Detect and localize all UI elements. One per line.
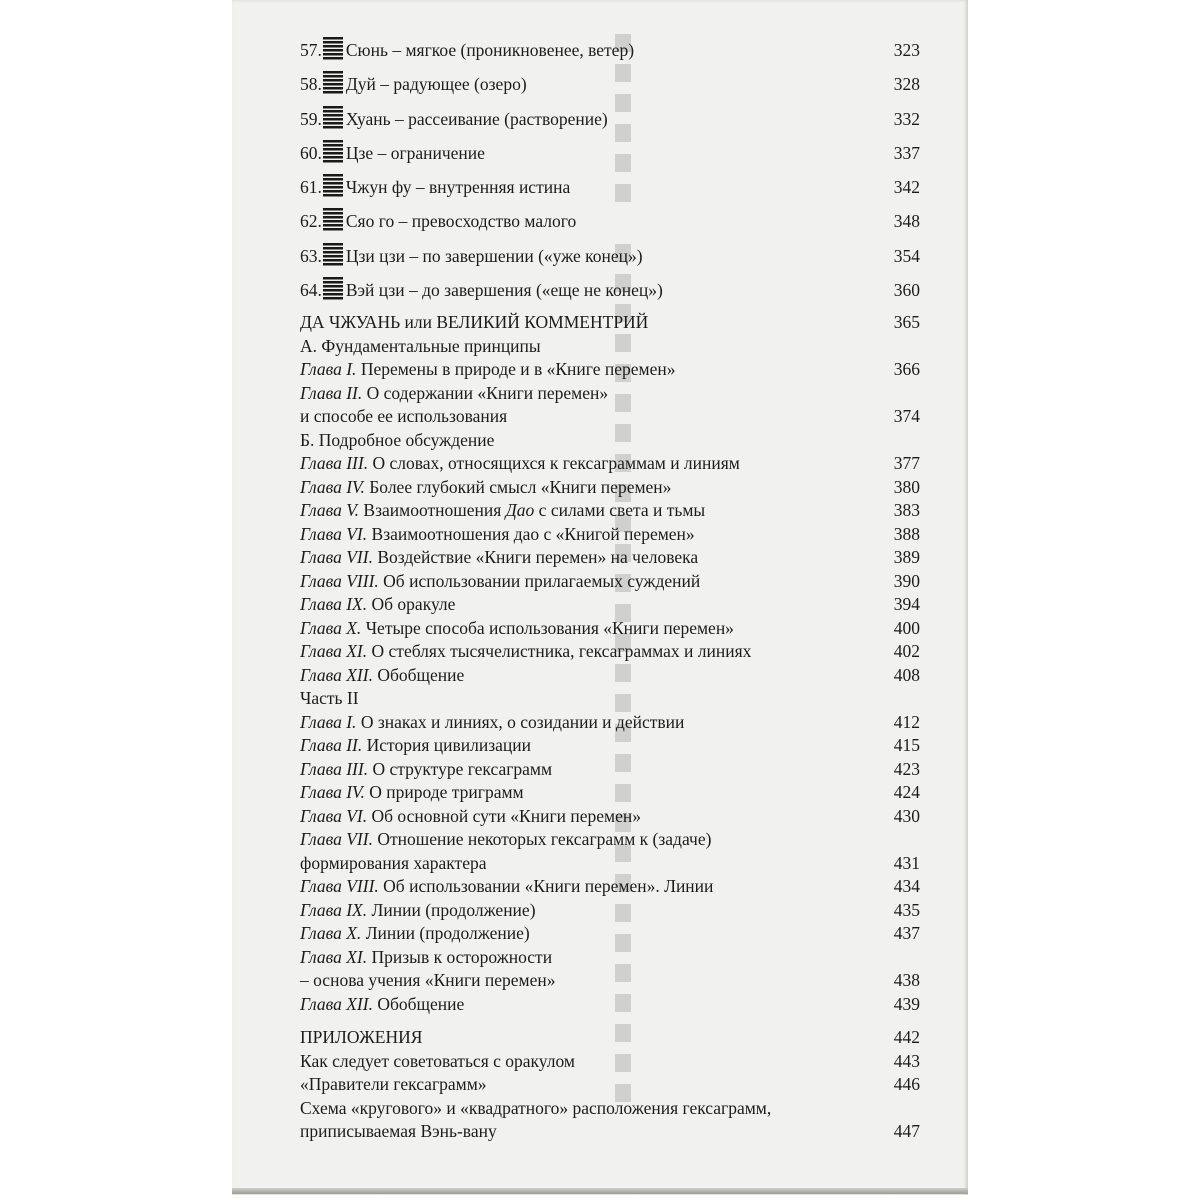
page-number: 328: [893, 74, 920, 95]
page-number: 332: [893, 108, 920, 129]
toc-entry-chapter: Глава XI. О стеблях тысячелистника, гексаграммах и линиях 402: [300, 641, 920, 662]
toc-entry-chapter: Глава VII. Отношение некоторых гексаграмм к (задаче): [300, 829, 712, 850]
toc-subsection-a: А. Фундаментальные принципы: [300, 335, 541, 356]
page-number: 442: [893, 1027, 920, 1048]
toc-entry-chapter: Глава II. История цивилизации 415: [300, 735, 920, 756]
toc-entry-chapter: Глава II. О содержании «Книги перемен»: [300, 382, 609, 403]
hexagram-icon: [323, 37, 343, 61]
hexagram-icon: [323, 71, 343, 95]
toc-entry-appendix: Схема «кругового» и «квадратного» расположения гексаграмм,: [300, 1097, 772, 1118]
toc-entry-chapter: Глава III. О словах, относящихся к гексаграммам и линиям 377: [300, 453, 920, 474]
toc-entry-chapter: Глава XI. Призыв к осторожности: [300, 946, 553, 967]
toc-subsection-b: Б. Подробное обсуждение: [300, 429, 495, 450]
toc-section-heading-commentary: ДА ЧЖУАНЬ или ВЕЛИКИЙ КОММЕНТРИЙ 365: [300, 311, 920, 335]
toc-entry-hexagram-57: 57. Сюнь – мягкое (проникновенее, ветер) 323: [300, 33, 920, 67]
toc-entry-hexagram-61: 61. Чжун фу – внутренняя истина 342: [300, 170, 920, 204]
toc-entry-hexagram-62: 62. Сяо го – превосходство малого 348: [300, 204, 920, 238]
toc-entry-continuation: формирования характера 431: [300, 852, 920, 873]
toc-entry-appendix: Как следует советоваться с оракулом 443: [300, 1050, 920, 1071]
toc-entry-hexagram-64: 64. Вэй цзи – до завершения («еще не конец») 360: [300, 273, 920, 307]
toc-entry-continuation: и способе ее использования 374: [300, 406, 920, 427]
toc-entry-hexagram-59: 59. Хуань – рассеивание (растворение) 332: [300, 102, 920, 136]
toc-entry-chapter: Глава XII. Обобщение 439: [300, 993, 920, 1014]
toc-entry-chapter: Глава IV. О природе триграмм 424: [300, 782, 920, 803]
hexagram-icon: [323, 106, 343, 130]
hexagram-icon: [323, 243, 343, 267]
page-number: 342: [893, 177, 920, 198]
page-number: 337: [893, 142, 920, 163]
page-number: 360: [893, 280, 920, 301]
toc-entry-hexagram-63: 63. Цзи цзи – по завершении («уже конец») 354: [300, 239, 920, 273]
page-number: 365: [893, 312, 920, 333]
page-number: 323: [893, 40, 920, 60]
toc-entry-chapter: Глава VI. Об основной сути «Книги перемен» 430: [300, 805, 920, 826]
page-number: 354: [893, 245, 920, 266]
toc-entry-chapter: Глава XII. Обобщение 408: [300, 664, 920, 685]
toc-entry-chapter: Глава VII. Воздействие «Книги перемен» на человека 389: [300, 547, 920, 568]
toc-section-heading-appendices: ПРИЛОЖЕНИЯ 442: [300, 1026, 920, 1050]
toc-entry-hexagram-58: 58. Дуй – радующее (озеро) 328: [300, 67, 920, 101]
toc-part-two-heading: Часть II: [300, 688, 359, 709]
toc-entry-chapter: Глава VI. Взаимоотношения дао с «Книгой перемен» 388: [300, 523, 920, 544]
toc-entry-chapter: Глава VIII. Об использовании «Книги перемен». Линии 434: [300, 876, 920, 897]
toc-entry-chapter: Глава IX. Линии (продолжение) 435: [300, 899, 920, 920]
hexagram-icon: [323, 208, 343, 232]
toc-entry-chapter: Глава IX. Об оракуле 394: [300, 594, 920, 615]
toc-entry-chapter: Глава X. Четыре способа использования «Книги перемен» 400: [300, 617, 920, 638]
toc-entry-appendix: «Правители гексаграмм» 446: [300, 1074, 920, 1095]
toc-entry-continuation: приписываемая Вэнь-вану 447: [300, 1121, 920, 1142]
table-of-contents: [300, 33, 920, 1144]
toc-entry-continuation: – основа учения «Книги перемен» 438: [300, 970, 920, 991]
toc-entry-chapter: Глава I. О знаках и линиях, о созидании и действии 412: [300, 711, 920, 732]
toc-entry-chapter: Глава IV. Более глубокий смысл «Книги перемен» 380: [300, 476, 920, 497]
toc-entry-chapter: Глава I. Перемены в природе и в «Книге перемен» 366: [300, 359, 920, 380]
toc-entry-hexagram-60: 60. Цзе – ограничение 337: [300, 136, 920, 170]
toc-entry-chapter: Глава V. Взаимоотношения Дао с силами света и тьмы 383: [300, 500, 920, 521]
hexagram-icon: [323, 140, 343, 164]
page-number: 348: [893, 211, 920, 232]
toc-entry-chapter: Глава III. О структуре гексаграмм 423: [300, 758, 920, 779]
toc-entry-chapter: Глава X. Линии (продолжение) 437: [300, 923, 920, 944]
page-bottom-edge: [232, 1188, 968, 1194]
hexagram-icon: [323, 174, 343, 198]
toc-entry-chapter: Глава VIII. Об использовании прилагаемых суждений 390: [300, 570, 920, 591]
hexagram-icon: [323, 277, 343, 301]
